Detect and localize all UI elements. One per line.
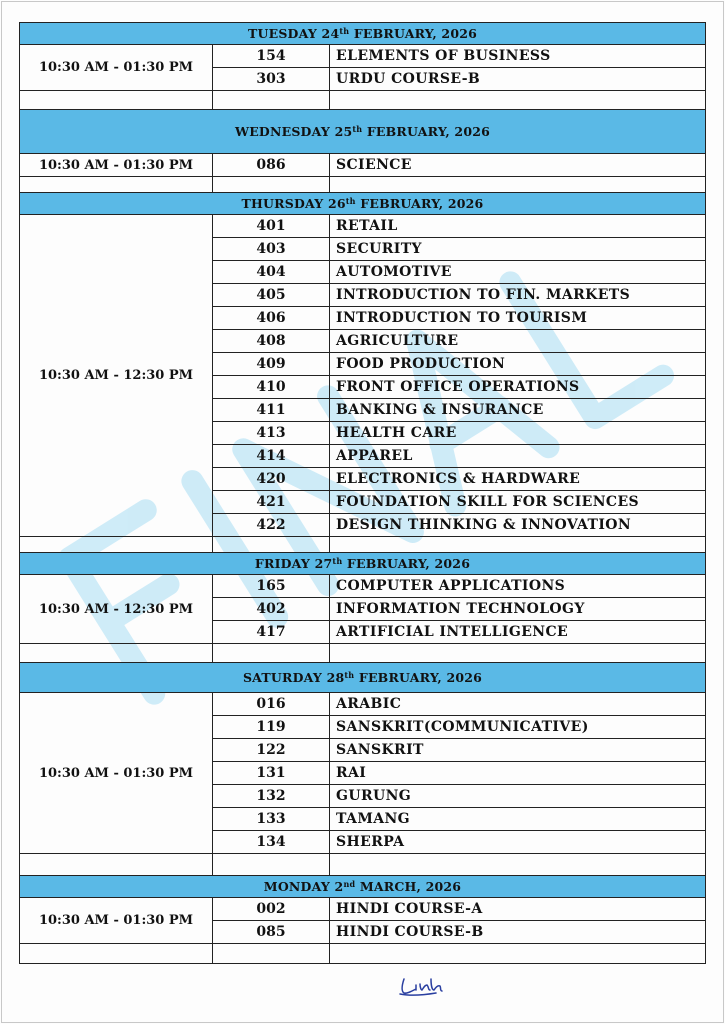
subject-code: 401 bbox=[213, 215, 330, 238]
subject-code: 154 bbox=[213, 45, 330, 68]
blank-cell bbox=[330, 644, 706, 663]
subject-code: 402 bbox=[213, 598, 330, 621]
blank-row bbox=[20, 944, 706, 964]
blank-row bbox=[20, 854, 706, 876]
subject-row bbox=[20, 575, 706, 598]
blank-cell bbox=[20, 854, 213, 876]
blank-cell bbox=[213, 944, 330, 964]
day-header bbox=[20, 23, 706, 45]
day-date-suffix: th bbox=[345, 195, 356, 206]
subject-code: 134 bbox=[213, 831, 330, 854]
blank-cell bbox=[20, 177, 213, 193]
exam-time: 10:30 AM - 01:30 PM bbox=[20, 693, 213, 854]
day-month-year: FEBRUARY, 2026 bbox=[353, 25, 478, 41]
subject-code: 131 bbox=[213, 762, 330, 785]
exam-time: 10:30 AM - 01:30 PM bbox=[20, 898, 213, 944]
subject-name: BANKING & INSURANCE bbox=[330, 399, 706, 422]
subject-row bbox=[20, 45, 706, 68]
blank-cell bbox=[20, 537, 213, 553]
exam-time: 10:30 AM - 01:30 PM bbox=[20, 154, 213, 177]
day-date: 25 bbox=[334, 123, 353, 139]
day-date-suffix: nd bbox=[343, 878, 356, 889]
subject-name: COMPUTER APPLICATIONS bbox=[330, 575, 706, 598]
subject-name: FRONT OFFICE OPERATIONS bbox=[330, 376, 706, 399]
blank-row bbox=[20, 177, 706, 193]
day-date-suffix: th bbox=[352, 123, 363, 134]
subject-code: 421 bbox=[213, 491, 330, 514]
day-date-suffix: th bbox=[332, 555, 343, 566]
blank-cell bbox=[213, 644, 330, 663]
blank-cell bbox=[213, 177, 330, 193]
subject-row bbox=[20, 898, 706, 921]
subject-name: RAI bbox=[330, 762, 706, 785]
subject-name: SECURITY bbox=[330, 238, 706, 261]
subject-name: DESIGN THINKING & INNOVATION bbox=[330, 514, 706, 537]
blank-cell bbox=[213, 91, 330, 110]
subject-name: SANSKRIT bbox=[330, 739, 706, 762]
day-weekday: SATURDAY bbox=[242, 669, 323, 685]
day-date: 24 bbox=[321, 25, 340, 41]
day-header bbox=[20, 663, 706, 693]
blank-cell bbox=[20, 91, 213, 110]
subject-name: SHERPA bbox=[330, 831, 706, 854]
subject-row bbox=[20, 693, 706, 716]
day-date-suffix: th bbox=[344, 669, 355, 680]
blank-cell bbox=[330, 177, 706, 193]
exam-schedule-table bbox=[19, 22, 706, 964]
subject-code: 422 bbox=[213, 514, 330, 537]
blank-cell bbox=[20, 644, 213, 663]
subject-name: ARABIC bbox=[330, 693, 706, 716]
day-header bbox=[20, 876, 706, 898]
blank-cell bbox=[330, 91, 706, 110]
subject-code: 303 bbox=[213, 68, 330, 91]
day-date-suffix: th bbox=[339, 25, 350, 36]
blank-row bbox=[20, 537, 706, 553]
subject-name: URDU COURSE-B bbox=[330, 68, 706, 91]
subject-code: 410 bbox=[213, 376, 330, 399]
day-weekday: WEDNESDAY bbox=[234, 123, 330, 139]
subject-code: 420 bbox=[213, 468, 330, 491]
subject-name: INTRODUCTION TO FIN. MARKETS bbox=[330, 284, 706, 307]
subject-code: 414 bbox=[213, 445, 330, 468]
subject-row bbox=[20, 215, 706, 238]
subject-code: 405 bbox=[213, 284, 330, 307]
subject-code: 411 bbox=[213, 399, 330, 422]
day-date: 27 bbox=[314, 555, 333, 571]
blank-cell bbox=[213, 854, 330, 876]
blank-cell bbox=[213, 537, 330, 553]
subject-name: HEALTH CARE bbox=[330, 422, 706, 445]
subject-code: 417 bbox=[213, 621, 330, 644]
day-month-year: FEBRUARY, 2026 bbox=[358, 669, 483, 685]
subject-name: ELECTRONICS & HARDWARE bbox=[330, 468, 706, 491]
day-month-year: MARCH, 2026 bbox=[359, 878, 462, 894]
subject-name: AGRICULTURE bbox=[330, 330, 706, 353]
subject-code: 016 bbox=[213, 693, 330, 716]
subject-code: 133 bbox=[213, 808, 330, 831]
subject-code: 122 bbox=[213, 739, 330, 762]
blank-row bbox=[20, 91, 706, 110]
subject-code: 408 bbox=[213, 330, 330, 353]
subject-code: 086 bbox=[213, 154, 330, 177]
subject-code: 165 bbox=[213, 575, 330, 598]
exam-time: 10:30 AM - 12:30 PM bbox=[20, 215, 213, 537]
blank-cell bbox=[330, 944, 706, 964]
subject-name: APPAREL bbox=[330, 445, 706, 468]
subject-code: 132 bbox=[213, 785, 330, 808]
day-date: 26 bbox=[327, 195, 346, 211]
day-month-year: FEBRUARY, 2026 bbox=[366, 123, 491, 139]
subject-name: GURUNG bbox=[330, 785, 706, 808]
subject-name: SANSKRIT(COMMUNICATIVE) bbox=[330, 716, 706, 739]
subject-code: 413 bbox=[213, 422, 330, 445]
day-month-year: FEBRUARY, 2026 bbox=[360, 195, 484, 211]
exam-time: 10:30 AM - 01:30 PM bbox=[20, 45, 213, 91]
blank-cell bbox=[330, 537, 706, 553]
subject-name: INTRODUCTION TO TOURISM bbox=[330, 307, 706, 330]
subject-code: 409 bbox=[213, 353, 330, 376]
subject-name: INFORMATION TECHNOLOGY bbox=[330, 598, 706, 621]
blank-row bbox=[20, 644, 706, 663]
subject-name: ARTIFICIAL INTELLIGENCE bbox=[330, 621, 706, 644]
subject-code: 002 bbox=[213, 898, 330, 921]
subject-name: FOUNDATION SKILL FOR SCIENCES bbox=[330, 491, 706, 514]
subject-name: RETAIL bbox=[330, 215, 706, 238]
day-weekday: THURSDAY bbox=[241, 195, 324, 211]
day-weekday: TUESDAY bbox=[247, 25, 317, 41]
blank-cell bbox=[330, 854, 706, 876]
subject-name: FOOD PRODUCTION bbox=[330, 353, 706, 376]
day-weekday: FRIDAY bbox=[254, 555, 311, 571]
subject-name: TAMANG bbox=[330, 808, 706, 831]
day-weekday: MONDAY bbox=[263, 878, 330, 894]
subject-code: 403 bbox=[213, 238, 330, 261]
subject-name: HINDI COURSE-A bbox=[330, 898, 706, 921]
day-date: 2 bbox=[334, 878, 344, 894]
day-month-year: FEBRUARY, 2026 bbox=[346, 555, 471, 571]
subject-name: SCIENCE bbox=[330, 154, 706, 177]
subject-code: 119 bbox=[213, 716, 330, 739]
subject-code: 404 bbox=[213, 261, 330, 284]
day-date: 28 bbox=[326, 669, 345, 685]
blank-cell bbox=[20, 944, 213, 964]
subject-code: 406 bbox=[213, 307, 330, 330]
day-header bbox=[20, 110, 706, 154]
exam-time: 10:30 AM - 12:30 PM bbox=[20, 575, 213, 644]
subject-name: AUTOMOTIVE bbox=[330, 261, 706, 284]
day-header bbox=[20, 553, 706, 575]
subject-row bbox=[20, 154, 706, 177]
signature bbox=[398, 975, 444, 997]
day-header bbox=[20, 193, 706, 215]
subject-code: 085 bbox=[213, 921, 330, 944]
subject-name: HINDI COURSE-B bbox=[330, 921, 706, 944]
subject-name: ELEMENTS OF BUSINESS bbox=[330, 45, 706, 68]
